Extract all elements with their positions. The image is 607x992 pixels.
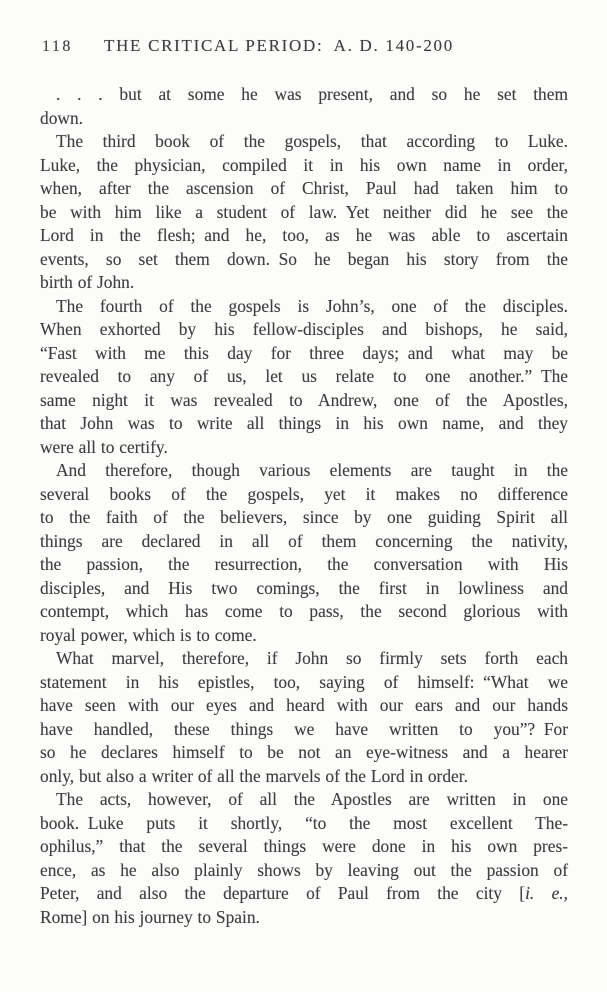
- text-line: Rome] on his journey to Spain.: [40, 906, 260, 927]
- text-line: ence, as he also plainly shows by leaving out the passion of: [40, 859, 568, 880]
- text-line: ophilus,” that the several things were done in his own pres-: [40, 836, 568, 856]
- text-line: disciples, and His two comings, the first in lowliness and: [40, 577, 568, 598]
- running-title: THE CRITICAL PERIOD: A. D. 140-200: [104, 36, 454, 55]
- text-line: revealed to any of us, let us relate to one another.” The: [40, 366, 568, 386]
- text-line: events, so set them down. So he began his story from the: [40, 248, 568, 269]
- text-line: same night it was revealed to Andrew, one of the Apostles,: [40, 389, 568, 410]
- text-line: have handled, these things we have written to you”? For: [40, 718, 568, 739]
- text-line: What marvel, therefore, if John so firmly sets forth each: [56, 648, 568, 668]
- text-line: The third book of the gospels, that according to Luke.: [56, 131, 568, 151]
- text-line: And therefore, though various elements are taught in the: [56, 460, 568, 480]
- text-line: royal power, which is to come.: [40, 624, 257, 645]
- text-line: Luke, the physician, compiled it in his own name in order,: [40, 154, 568, 175]
- text-line: so he declares himself to be not an eye-witness and a hearer: [40, 742, 568, 762]
- text-line: when, after the ascension of Christ, Paul had taken him to: [40, 178, 568, 198]
- page-header: [42, 36, 569, 58]
- paragraph: [40, 83, 568, 130]
- text-line: “Fast with me this day for three days; and what may be: [40, 342, 568, 363]
- text-line: be with him like a student of law. Yet neither did he see the: [40, 201, 568, 222]
- text-line: birth of John.: [40, 272, 135, 292]
- text-line: book. Luke puts it shortly, “to the most excellent The-: [40, 812, 568, 833]
- text-line: When exhorted by his fellow-disciples and bishops, he said,: [40, 319, 568, 339]
- paragraph: [40, 459, 568, 647]
- italic-text: i. e.,: [525, 883, 568, 903]
- page-body: [40, 83, 568, 929]
- text-line: several books of the gospels, yet it makes no difference: [40, 483, 568, 504]
- text-line: things are declared in all of them concerning the nativity,: [40, 530, 568, 551]
- page-number: 118: [42, 38, 73, 55]
- text-line: [40, 882, 568, 906]
- text-line: statement in his epistles, too, saying of himself: “What we: [40, 671, 568, 692]
- text-line: that John was to write all things in his own name, and they: [40, 413, 568, 433]
- text-segment: Peter, and also the departure of Paul from the city [: [40, 883, 526, 903]
- paragraph: [40, 647, 568, 788]
- text-line: contempt, which has come to pass, the second glorious with: [40, 601, 568, 621]
- text-line: The fourth of the gospels is John’s, one of the disciples.: [56, 295, 568, 316]
- text-line: only, but also a writer of all the marvels of the Lord in order.: [40, 765, 468, 786]
- text-line: The acts, however, of all the Apostles are written in one: [56, 789, 568, 809]
- text-line: to the faith of the believers, since by one guiding Spirit all: [40, 507, 568, 527]
- text-line: were all to certify.: [40, 436, 168, 457]
- paragraph: [40, 295, 568, 460]
- text-line: . . . but at some he was present, and so he set them: [56, 84, 568, 104]
- text-line: Lord in the flesh; and he, too, as he was able to ascertain: [40, 225, 568, 245]
- paragraph: [40, 130, 568, 295]
- text-line: have seen with our eyes and heard with our ears and our hands: [40, 695, 568, 715]
- text-line: down.: [40, 107, 83, 128]
- text-line: the passion, the resurrection, the conversation with His: [40, 554, 568, 574]
- paragraph: [40, 788, 568, 929]
